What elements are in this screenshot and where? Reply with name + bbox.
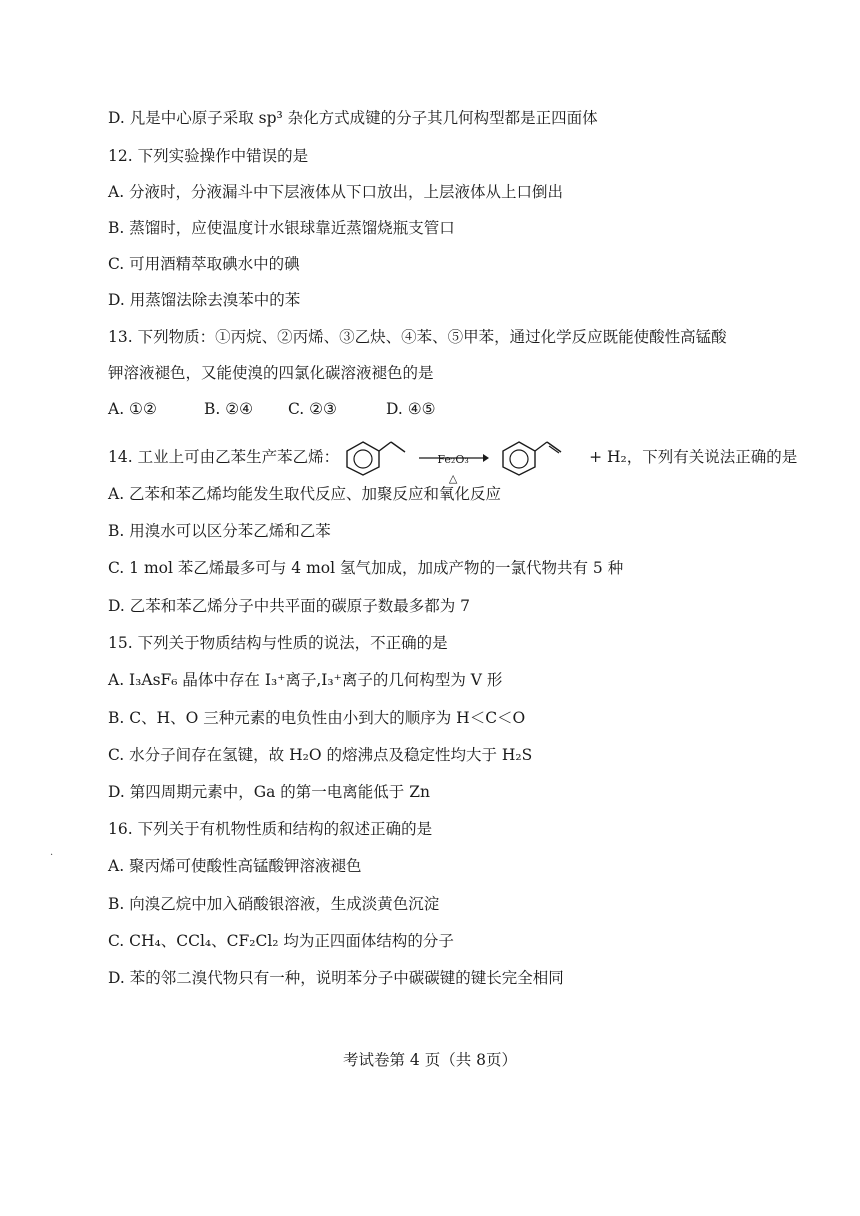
q12-option-b: B. 蒸馏时，应使温度计水银球靠近蒸馏烧瓶支管口	[108, 219, 455, 237]
q12-option-a: A. 分液时，分液漏斗中下层液体从下口放出，上层液体从上口倒出	[108, 183, 564, 201]
q14-option-d: D. 乙苯和苯乙烯分子中共平面的碳原子数最多都为 7	[108, 597, 471, 615]
q13-stem-line2: 钾溶液褪色，又能使溴的四氯化碳溶液褪色的是	[108, 364, 434, 382]
q15-option-b: B. C、H、O 三种元素的电负性由小到大的顺序为 H＜C＜O	[108, 709, 526, 727]
page-footer: 考试卷第 4 页（共 8页）	[342, 1051, 517, 1069]
q12-option-d: D. 用蒸馏法除去溴苯中的苯	[108, 291, 301, 309]
q15-option-a: A. I₃AsF₆ 晶体中存在 I₃⁺离子,I₃⁺离子的几何构型为 V 形	[108, 671, 503, 689]
reaction-arrow	[417, 442, 489, 485]
q14-stem-prefix: 14. 工业上可由乙苯生产苯乙烯：	[108, 448, 340, 466]
q13-options	[108, 399, 436, 419]
q16-stem: 16. 下列关于有机物性质和结构的叙述正确的是	[108, 820, 433, 838]
catalyst-label: Fe₂O₃	[437, 453, 469, 466]
q12-option-c: C. 可用酒精萃取碘水中的碘	[108, 255, 300, 273]
q14-stem-suffix: + H₂，下列有关说法正确的是	[589, 448, 798, 466]
q15-stem: 15. 下列关于物质结构与性质的说法，不正确的是	[108, 634, 448, 652]
q14-option-a: A. 乙苯和苯乙烯均能发生取代反应、加聚反应和氧化反应	[108, 485, 502, 503]
q15-option-d: D. 第四周期元素中，Ga 的第一电离能低于 Zn	[108, 783, 430, 801]
scan-speck: ·	[50, 850, 54, 861]
q13-option-c: C. ②③	[288, 400, 337, 418]
q14-option-c: C. 1 mol 苯乙烯最多可与 4 mol 氢气加成，加成产物的一氯代物共有 5 种	[108, 559, 624, 577]
q11-option-d: D. 凡是中心原子采取 sp³ 杂化方式成键的分子其几何构型都是正四面体	[108, 109, 598, 127]
q14-option-b: B. 用溴水可以区分苯乙烯和乙苯	[108, 522, 331, 540]
q16-option-b: B. 向溴乙烷中加入硝酸银溶液，生成淡黄色沉淀	[108, 895, 440, 913]
q13-option-b: B. ②④	[204, 400, 254, 418]
q13-option-a: A. ①②	[108, 400, 157, 418]
q12-stem: 12. 下列实验操作中错误的是	[108, 147, 309, 165]
q15-option-c: C. 水分子间存在氢键，故 H₂O 的熔沸点及稳定性均大于 H₂S	[108, 746, 533, 764]
styrene-structure	[497, 438, 577, 476]
q13-stem-line1: 13. 下列物质：①丙烷、②丙烯、③乙炔、④苯、⑤甲苯，通过化学反应既能使酸性高锰酸	[108, 328, 727, 346]
q16-option-c: C. CH₄、CCl₄、CF₂Cl₂ 均为正四面体结构的分子	[108, 932, 454, 950]
q16-option-a: A. 聚丙烯可使酸性高锰酸钾溶液褪色	[108, 857, 362, 875]
ethylbenzene-structure	[341, 438, 413, 476]
q16-option-d: D. 苯的邻二溴代物只有一种，说明苯分子中碳碳键的键长完全相同	[108, 969, 564, 987]
q14-stem	[108, 436, 798, 485]
heat-symbol: △	[448, 472, 458, 485]
q13-option-d: D. ④⑤	[386, 400, 436, 418]
